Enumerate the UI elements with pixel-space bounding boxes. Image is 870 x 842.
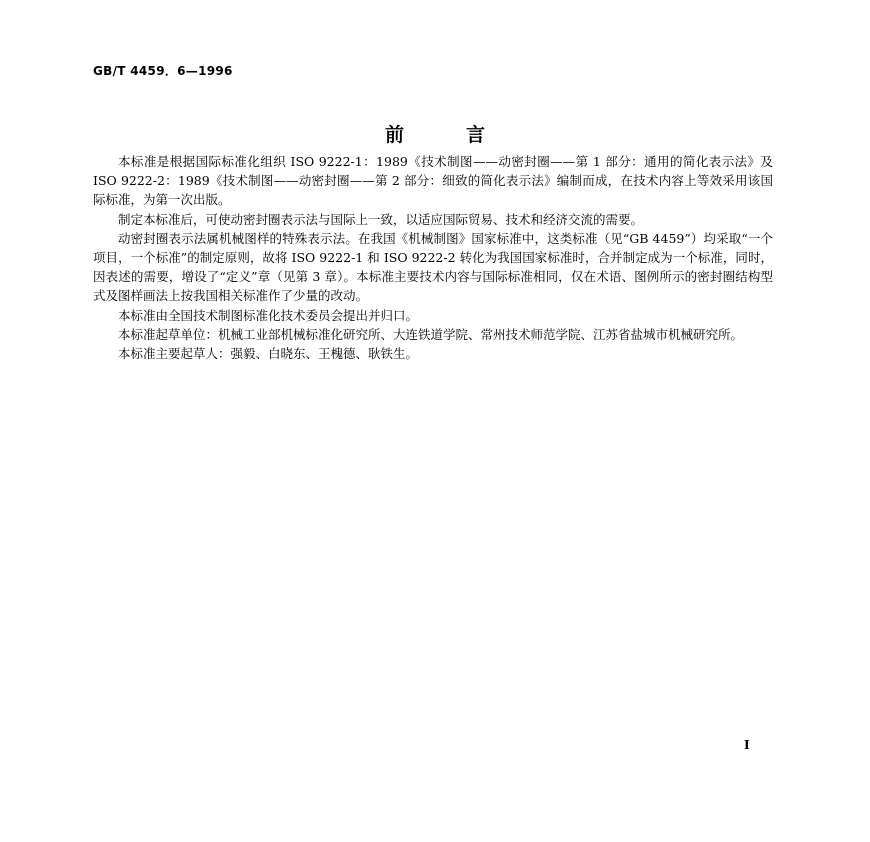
section-title: 前言 <box>384 124 547 146</box>
paragraph-scope: 动密封圈表示法属机械图样的特殊表示法。在我国《机械制图》国家标准中，这类标准（见“GB 4459”）均采取“一个项目，一个标准”的制定原则，故将 ISO 9222-1 和 ISO 9222-2 转化为我国国家标准时，合并制定成为一个标准，同时，因表述的需要，增设了“定义”章（见第 3 章）。本标准主要技术内容与国际标准相同，仅在术语、图例所示的密封圈结构型式及图样画法上按我国相关标准作了少量的改动。 <box>93 230 773 304</box>
foreword-body <box>93 152 773 363</box>
paragraph-drafting-units: 本标准起草单位：机械工业部机械标准化研究所、大连铁道学院、常州技术师范学院、江苏省盐城市机械研究所。 <box>118 326 744 342</box>
page-number: I <box>744 738 750 752</box>
standard-number: GB/T 4459．6—1996 <box>93 64 233 78</box>
paragraph-proposer: 本标准由全国技术制图标准化技术委员会提出并归口。 <box>118 307 419 323</box>
paragraph-purpose: 制定本标准后，可使动密封圈表示法与国际上一致，以适应国际贸易、技术和经济交流的需要。 <box>118 211 644 227</box>
paragraph-drafters: 本标准主要起草人：强毅、白晓东、王槐德、耿铁生。 <box>118 346 419 362</box>
paragraph-origin: 本标准是根据国际标准化组织 ISO 9222-1：1989《技术制图——动密封圈——第 1 部分：通用的简化表示法》及 ISO 9222-2：1989《技术制图——动密封圈——第 2 部分：细致的简化表示法》编制而成，在技术内容上等效采用该国际标准，为第一次出版。 <box>93 154 773 208</box>
